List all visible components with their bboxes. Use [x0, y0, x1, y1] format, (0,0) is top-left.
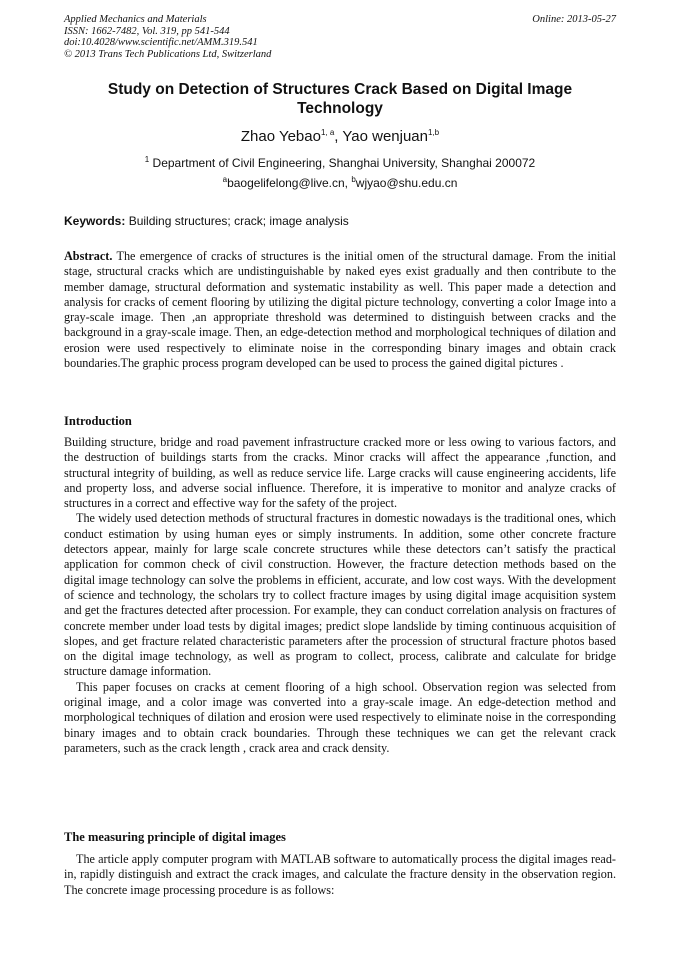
- online-date: Online: 2013-05-27: [532, 14, 616, 25]
- abstract: [64, 249, 616, 371]
- keywords-label: Keywords:: [64, 214, 126, 228]
- author-1-sup: 1, a: [320, 128, 335, 137]
- affiliation-sup: 1: [144, 155, 150, 164]
- measuring-paragraph: The article apply computer program with MATLAB software to automatically process the digital images read-in, rapidly distinguish and extract the crack images, and calculate the fracture density in the observation region. The concrete image processing procedure is as follows:: [64, 852, 616, 897]
- introduction-heading: Introduction: [64, 414, 132, 428]
- author-1: Zhao Yebao: [240, 128, 321, 145]
- measuring-heading: The measuring principle of digital images: [64, 830, 286, 844]
- journal-name: Applied Mechanics and Materials: [64, 14, 207, 25]
- intro-paragraph: Building structure, bridge and road pavement infrastructure cracked more or less owing to various factors, and the destruction of buildings starts from the cracks. Minor cracks will affect the appearance ,function, and structural integrity of building, as well as reduce service life. Large cracks will cause engineering accidents, life and property loss, and adverse social influence. Therefore, it is imperative to monitor and analyze cracks of structures in a correct and effective way for the safety of the project.: [64, 435, 616, 511]
- journal-header: [64, 14, 616, 60]
- email-line: [64, 176, 616, 190]
- keywords: [64, 214, 616, 228]
- author-line: [64, 128, 616, 145]
- affiliation: [64, 156, 616, 170]
- keywords-text: Building structures; crack; image analysis: [128, 214, 349, 228]
- introduction-body: [64, 435, 616, 756]
- intro-paragraph: The widely used detection methods of structural fractures in domestic nowadays is the traditional ones, which conduct estimation by using human eyes or simply instruments. In addition, some other concrete fracture detectors appear, mainly for large scale concrete structures while these detectors can’t satisfy the practical application for common check of civil construction. However, the fracture detection methods based on the digital image technology can solve the problems in efficient, accurate, and low cost ways. With the development of science and technology, the scholars try to collect fracture images by using digital image acquisition system and get the fractures detected after procession. For example, they can conduct correlation analysis on fractures of concrete member under load tests by digital images; predict slope landslide by timing continuous acquisition of slopes, and get fracture related characteristic parameters after the procession of structural fracture photos based on the digital image technology, as well as program to collect, process, calibrate and calculate for bridge structure damage information.: [64, 511, 616, 679]
- author-separator: ,: [334, 128, 343, 145]
- abstract-label: Abstract.: [64, 249, 113, 263]
- doi-line: doi:10.4028/www.scientific.net/AMM.319.541: [64, 37, 258, 48]
- email-a[interactable]: baogelifelong@live.cn,: [227, 176, 352, 190]
- email-b-sup: b: [351, 175, 356, 184]
- author-2: Yao wenjuan: [342, 128, 428, 145]
- measuring-body: [64, 852, 616, 898]
- issn-line: ISSN: 1662-7482, Vol. 319, pp 541-544: [64, 25, 230, 37]
- abstract-text: The emergence of cracks of structures is the initial omen of the structural damage. From the initial stage, structural cracks which are undistinguishable by naked eyes exist gradually and then contribute to the member damage, structural deformation and systematic instability as well. This paper made a detection and analysis for cracks of cement flooring by utilizing the digital picture technology, converting a color Image into a gray-scale image. Then ,an appropriate threshold was determined to distinguish between cracks and the background in a gray-scale image. Then, an edge-detection method and morphological techniques of dilation and erosion were used respectively to eliminate noise in the corresponding binary images and obtain crack boundaries.The graphic process program developed can be used to process the gained digital pictures .: [64, 249, 616, 371]
- copyright-line: © 2013 Trans Tech Publications Ltd, Switzerland: [64, 48, 272, 60]
- paper-title: Study on Detection of Structures Crack Based on Digital Image Technology: [107, 81, 573, 117]
- email-b[interactable]: wjyao@shu.edu.cn: [355, 176, 458, 190]
- affiliation-text: Department of Civil Engineering, Shanghai University, Shanghai 200072: [152, 156, 536, 170]
- email-a-sup: a: [222, 175, 228, 184]
- intro-paragraph: This paper focuses on cracks at cement flooring of a high school. Observation region was selected from original image, and a color image was converted into a gray-scale image. An edge-detection method and morphological techniques of dilation and erosion were used respectively to eliminate noise in the corresponding binary images and to obtain crack boundaries. Through these techniques we can get the relevant crack parameters, such as the crack length , crack area and crack density.: [64, 679, 616, 755]
- author-2-sup: 1,b: [428, 128, 440, 137]
